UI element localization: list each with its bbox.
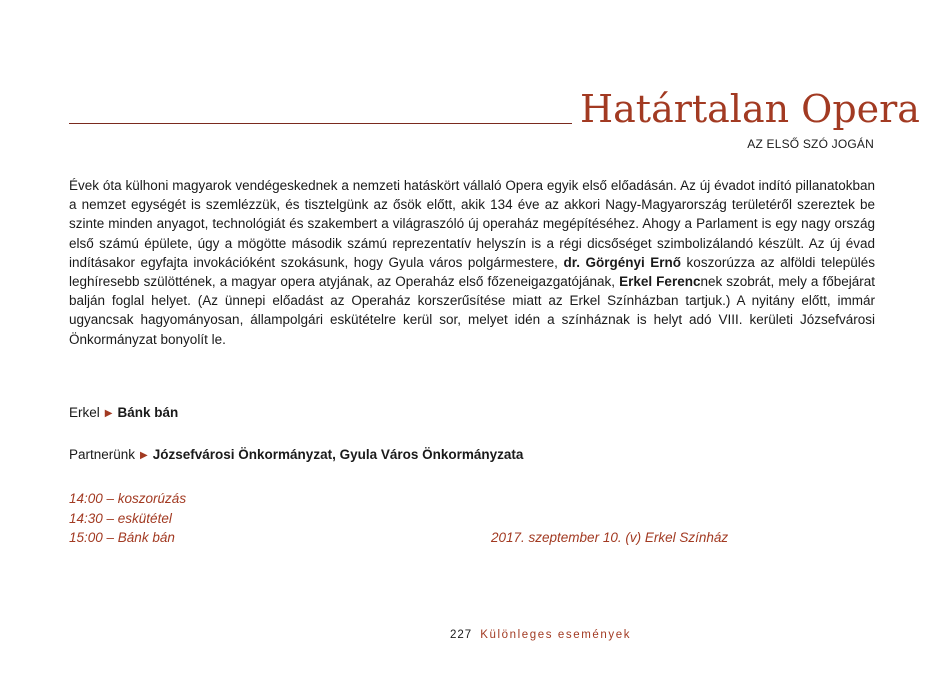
schedule-item: 15:00 – Bánk bán (69, 530, 175, 545)
page-title: Határtalan Opera (580, 87, 920, 131)
page-number: 227 (450, 629, 473, 641)
body-text-part-2: koszorúzza az alföldi település leghíresebb szülöttének, a magyar opera atyjának, az Operaház első főzeneigazgatójának, (69, 254, 875, 290)
schedule-item: 14:00 – koszorúzás (69, 491, 187, 506)
body-text-part-3: nek szobrát, mely a főbejárat balján foglal helyet. (Az ünnepi előadást az Operaház korszerűsítése miatt az Erkel Színházban tartjuk.) A nyitány előtt, immár ugyancsak hagyományosan, állampolgári eskütételre kerül sor, melyet idén a színháznak is helyt adó VIII. kerületi Józsefvárosi Önkormányzat bonyolít le. (69, 274, 876, 347)
page-footer (450, 627, 631, 643)
page-subtitle: AZ ELSŐ SZÓ JOGÁN (747, 137, 874, 151)
triangle-right-icon: ▶ (140, 450, 148, 461)
partners-line (69, 446, 523, 466)
work-line (69, 404, 178, 424)
header-rule (69, 123, 572, 124)
schedule-list (69, 489, 186, 548)
work-label: Erkel (69, 405, 100, 420)
partners-label: Partnerünk (69, 447, 136, 462)
section-name: Különleges események (480, 629, 632, 641)
mayor-name: dr. Görgényi Ernő (563, 254, 682, 270)
work-title: Bánk bán (117, 405, 179, 420)
body-text-part-1: Évek óta külhoni magyarok vendégeskednek a nemzeti hatáskört vállaló Opera egyik első előadásán. Az új évadot indító pillanatokban a nemzet egységét is szemlézzük, és tisztelgünk az ősök előtt, akik 134 éve az akkori Nagy-Magyarország területéről szereztek be szinte minden anyagot, technológiát és szakembert a világraszóló új operaház megépítéséhez. Ahogy a Parlament is egy nagy ország első számú épülete, úgy a mögötte második számú reprezentatív helyszín is a régi dicsőséget szimbolizálandó készült. Az új évad indításakor egyfajta invokációként szokásunk, hogy Gyula város polgármestere, (69, 178, 875, 270)
partners-value: Józsefvárosi Önkormányzat, Gyula Város Önkormányzata (152, 447, 524, 462)
composer-name: Erkel Ferenc (619, 274, 701, 290)
body-paragraph (69, 176, 875, 349)
schedule-item: 14:30 – eskütétel (69, 510, 172, 526)
triangle-right-icon: ▶ (104, 408, 113, 419)
date-venue: 2017. szeptember 10. (v) Erkel Színház (491, 530, 729, 545)
